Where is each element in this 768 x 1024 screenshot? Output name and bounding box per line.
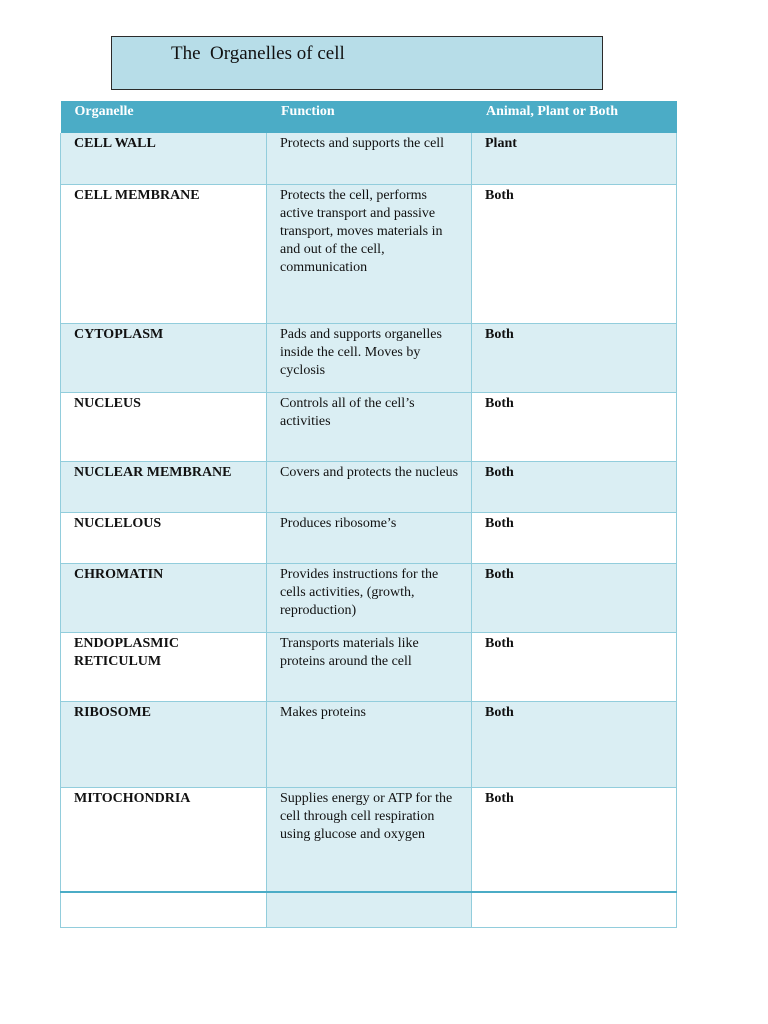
kind-cell: Both (472, 787, 677, 892)
organelle-cell: MITOCHONDRIA (61, 787, 267, 892)
empty-cell (267, 892, 472, 927)
organelle-cell: NUCLEUS (61, 392, 267, 461)
kind-cell: Both (472, 184, 677, 323)
table-row (61, 563, 677, 632)
organelle-cell: CELL WALL (61, 133, 267, 184)
table-row (61, 461, 677, 512)
kind-cell: Both (472, 632, 677, 701)
title-box (111, 36, 603, 90)
kind-cell: Both (472, 461, 677, 512)
kind-cell: Both (472, 563, 677, 632)
table-header-row (61, 101, 677, 133)
table-row (61, 392, 677, 461)
organelles-table (60, 101, 677, 928)
organelle-cell: CHROMATIN (61, 563, 267, 632)
function-cell: Provides instructions for the cells activities, (growth, reproduction) (267, 563, 472, 632)
header-organelle: Organelle (61, 101, 267, 133)
organelle-cell: ENDOPLASMIC RETICULUM (61, 632, 267, 701)
kind-cell: Both (472, 392, 677, 461)
table-row (61, 184, 677, 323)
empty-table-row (61, 892, 677, 927)
table-row (61, 701, 677, 787)
function-cell: Produces ribosome’s (267, 512, 472, 563)
kind-cell: Both (472, 701, 677, 787)
function-cell: Makes proteins (267, 701, 472, 787)
function-cell: Covers and protects the nucleus (267, 461, 472, 512)
kind-cell: Both (472, 323, 677, 392)
empty-cell (472, 892, 677, 927)
table-row (61, 512, 677, 563)
function-cell: Transports materials like proteins around the cell (267, 632, 472, 701)
function-cell: Supplies energy or ATP for the cell through cell respiration using glucose and oxygen (267, 787, 472, 892)
function-cell: Protects and supports the cell (267, 133, 472, 184)
organelle-cell: CYTOPLASM (61, 323, 267, 392)
function-cell: Pads and supports organelles inside the cell. Moves by cyclosis (267, 323, 472, 392)
empty-cell (61, 892, 267, 927)
header-function: Function (267, 101, 472, 133)
function-cell: Controls all of the cell’s activities (267, 392, 472, 461)
organelle-cell: NUCLEAR MEMBRANE (61, 461, 267, 512)
table-row (61, 787, 677, 892)
header-animal-plant-both: Animal, Plant or Both (472, 101, 677, 133)
organelle-cell: NUCLELOUS (61, 512, 267, 563)
table-row (61, 632, 677, 701)
organelle-cell: RIBOSOME (61, 701, 267, 787)
kind-cell: Plant (472, 133, 677, 184)
document-title: The Organelles of cell (171, 43, 345, 64)
kind-cell: Both (472, 512, 677, 563)
organelle-cell: CELL MEMBRANE (61, 184, 267, 323)
table-row (61, 323, 677, 392)
table-row (61, 133, 677, 184)
function-cell: Protects the cell, performs active transport and passive transport, moves materials in and out of the cell, communication (267, 184, 472, 323)
